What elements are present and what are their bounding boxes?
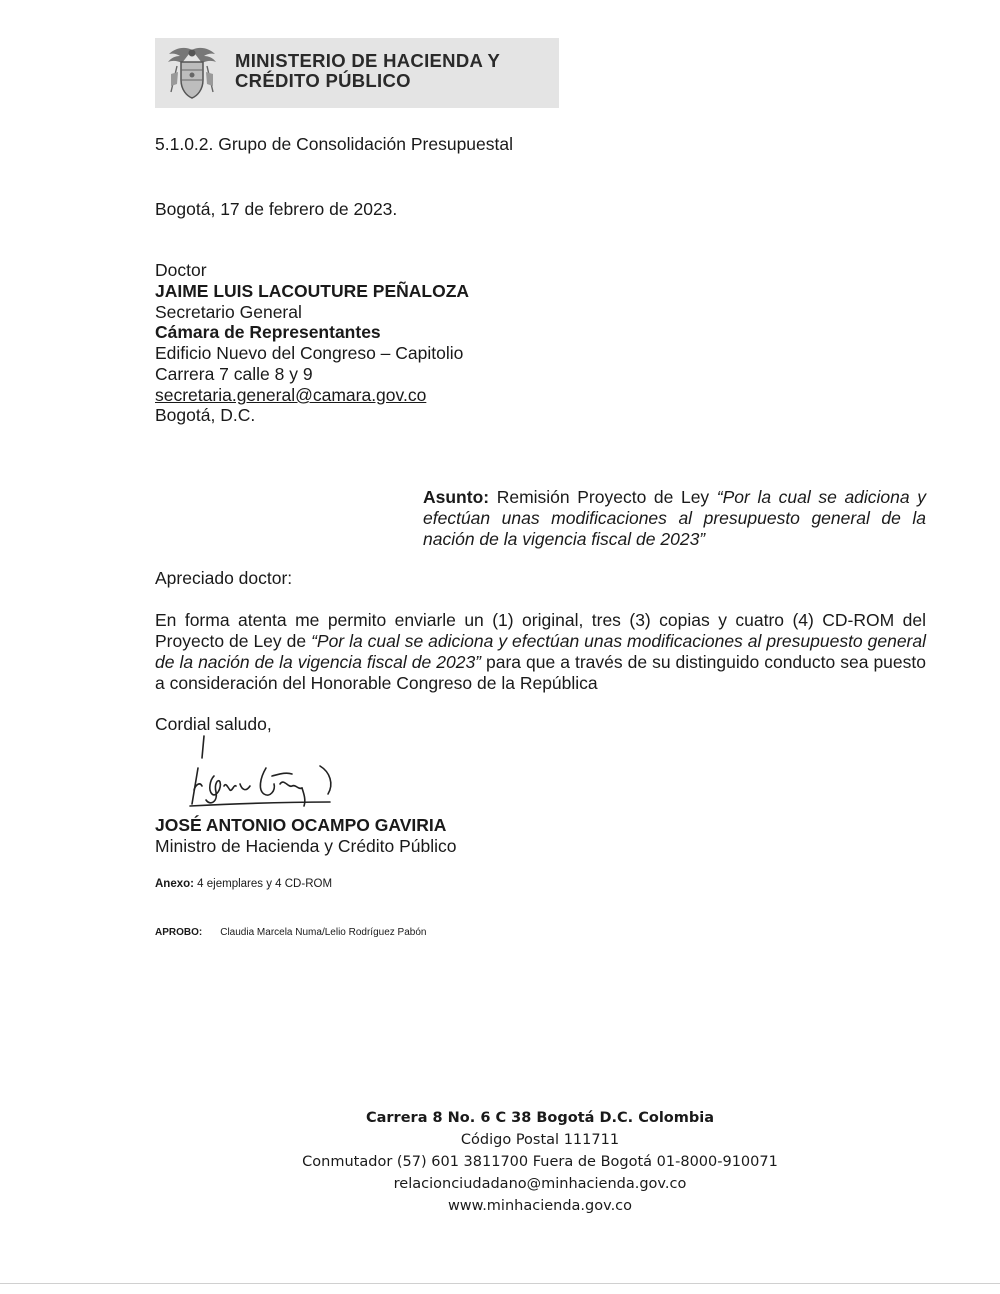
- ministry-name: [235, 51, 500, 91]
- footer-email-link[interactable]: relacionciudadano@minhacienda.gov.co: [393, 1176, 687, 1192]
- approved-names: Claudia Marcela Numa/Lelio Rodríguez Pabón: [220, 927, 427, 938]
- recipient-organization: Cámara de Representantes: [155, 322, 381, 342]
- handwritten-signature: [180, 728, 360, 828]
- body-text-part1: En forma atenta me permito enviarle un (1) original, tres (3) copias y cuatro (4) CD-ROM del Proyecto de Ley de: [155, 610, 926, 651]
- footer-website-link[interactable]: www.minhacienda.gov.co: [447, 1198, 633, 1214]
- subject-block: [423, 487, 926, 550]
- body-bill-title: “Por la cual se adiciona y efectúan unas modificaciones al presupuesto general de la nación de la vigencia fiscal de 2023”: [155, 631, 927, 672]
- approved-line: [155, 927, 426, 939]
- ministry-name-line2: CRÉDITO PÚBLICO: [235, 70, 411, 91]
- body-text-part2: para que a través de su distinguido conducto sea puesto a consideración del Honorable Congreso de la República: [155, 652, 926, 693]
- letterhead: [155, 38, 559, 108]
- recipient-title: Doctor: [155, 260, 207, 280]
- footer-address: Carrera 8 No. 6 C 38 Bogotá D.C. Colombia: [365, 1110, 715, 1126]
- page-bottom-divider: [0, 1283, 1000, 1284]
- reference-code: 5.1.0.2. Grupo de Consolidación Presupuestal: [155, 134, 514, 154]
- footer-phone: Conmutador (57) 601 3811700 Fuera de Bogotá 01-8000-910071: [302, 1154, 778, 1170]
- recipient-building: Edificio Nuevo del Congreso – Capitolio: [155, 343, 464, 363]
- recipient-email-link[interactable]: secretaria.general@camara.gov.co: [155, 385, 427, 405]
- ministry-name-line1: MINISTERIO DE HACIENDA Y: [235, 50, 501, 71]
- recipient-city: Bogotá, D.C.: [155, 405, 256, 425]
- annex-line: [155, 877, 332, 891]
- coat-of-arms-icon: [163, 44, 221, 102]
- date-line: Bogotá, 17 de febrero de 2023.: [155, 199, 398, 219]
- signer-title: Ministro de Hacienda y Crédito Público: [155, 836, 457, 856]
- subject-text: Remisión Proyecto de Ley: [489, 487, 717, 507]
- signer-name: JOSÉ ANTONIO OCAMPO GAVIRIA: [155, 815, 447, 835]
- annex-label: Anexo:: [155, 878, 194, 890]
- footer: [200, 1107, 880, 1217]
- greeting: Apreciado doctor:: [155, 568, 293, 588]
- recipient-address: Carrera 7 calle 8 y 9: [155, 364, 313, 384]
- annex-text: 4 ejemplares y 4 CD-ROM: [193, 878, 333, 890]
- subject-label: Asunto:: [423, 487, 490, 507]
- subject-bill-title: “Por la cual se adiciona y efectúan unas modificaciones al presupuesto general de la nación de la vigencia fiscal de 2023”: [423, 487, 926, 549]
- recipient-name: JAIME LUIS LACOUTURE PEÑALOZA: [155, 281, 470, 301]
- footer-postal-code: Código Postal 111711: [460, 1132, 620, 1148]
- body-paragraph: [155, 610, 926, 694]
- closing: Cordial saludo,: [155, 714, 272, 734]
- approved-label: APROBO:: [155, 927, 203, 938]
- recipient-position: Secretario General: [155, 302, 302, 322]
